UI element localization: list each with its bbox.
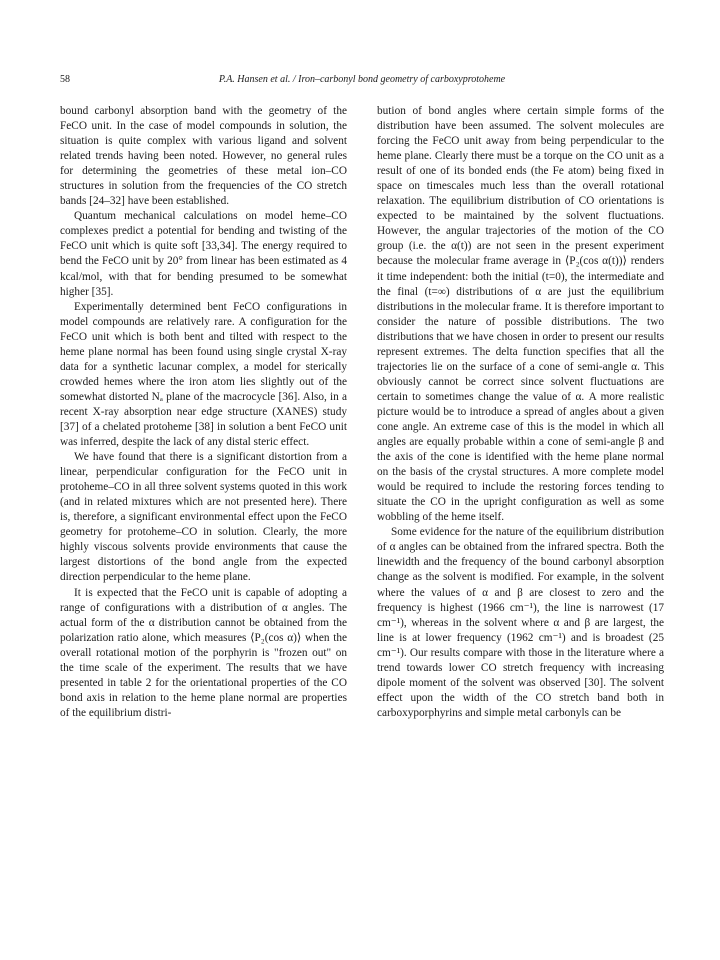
body-paragraph: Some evidence for the nature of the equilibrium distribution of α angles can be obtained from the infrared spectra. Both the linewidth and the frequency of the bound carbonyl absorption change as the solvent is modified. For example, in the solvent where the values of α and β are closest to zero and the frequency is highest (1966 cm⁻¹), the line is narrowest (17 cm⁻¹), whereas in the solvent where α and β are largest, the line is at lower frequency (1962 cm⁻¹) and is broadest (25 cm⁻¹). Our results compare with those in the literature where a trend towards lower CO stretch frequency with increasing dipole moment of the solvent was observed [30]. The solvent effect upon the width of the CO stretch band both in carboxyporphyrins and simple metal carbonyls can be [377, 526, 664, 719]
body-paragraph: bound carbonyl absorption band with the geometry of the FeCO unit. In the case of model compounds in solution, the situation is quite complex with various ligand and solvent related trends having been noted. However, no general rules for determining the geometries of these metal ion–CO structures in solution from the frequencies of the CO stretch bands [24–32] have been established. [60, 105, 347, 208]
page-number: 58 [60, 74, 70, 85]
right-column [377, 104, 664, 721]
left-column [60, 104, 347, 721]
body-paragraph: Experimentally determined bent FeCO configurations in model compounds are relatively rare. A configuration for the FeCO unit which is both bent and tilted with respect to the heme plane normal has been found using single crystal X-ray data for a synthetic lacunar complex, a model for sterically crowded hemes where the iron atom lies slightly out of the somewhat distorted Nₐ plane of the macrocycle [36]. Also, in a recent X-ray absorption near edge structure (XANES) study [37] of a chelated protoheme [38] in solution a bent FeCO unit was inferred, despite the lack of any distal steric effect. [60, 300, 347, 449]
running-head: P.A. Hansen et al. / Iron–carbonyl bond geometry of carboxyprotoheme [218, 74, 506, 85]
body-paragraph: It is expected that the FeCO unit is capable of adopting a range of configurations with a distribution of α angles. The actual form of the α distribution cannot be obtained from the polarization ratio alone, which measures ⟨P₂(cos α)⟩ when the overall rotational motion of the porphyrin is "frozen out" on the time scale of the experiment. The results that we have presented in table 2 for the orientational properties of the CO bond axis in relation to the heme plane normal are properties of the equilibrium distri- [60, 586, 347, 719]
body-paragraph: Quantum mechanical calculations on model heme–CO complexes predict a potential for bending and twisting of the FeCO unit which is quite soft [33,34]. The energy required to bend the FeCO unit by 20° from linear has been estimated as 4 kcal/mol, with that for bending presumed to be somewhat higher [35]. [60, 210, 347, 298]
body-paragraph: bution of bond angles where certain simple forms of the distribution have been assumed. The solvent molecules are forcing the FeCO unit away from being perpendicular to the heme plane. Clearly there must be a torque on the CO unit as a result of one of its bonded ends (the Fe atom) being fixed in space on timescales much less than the overall rotational relaxation. The equilibrium distribution of CO orientations is expected to be maintained by the solvent fluctuations. However, the angular trajectories of the motion of the CO group (i.e. the α(t)) are not seen in the present experiment because the molecular frame average in ⟨P₂(cos α(t))⟩ renders it time independent: both the initial (t=0), the intermediate and the final (t=∞) distributions of α are just the equilibrium distributions in the molecular frame. It is therefore important to consider the nature of possible distributions. The two distributions that we have chosen in order to present our results represent extremes. The delta function specifies that all the trajectories lie on the surface of a cone of semi-angle α. This obviously cannot be correct since solvent fluctuations are certain to sometimes change the value of α. A more realistic picture would be to introduce a spread of angles about a given cone angle. An extreme case of this is the model in which all angles are equally probable within a cone of semi-angle β and the axis of the cone is identified with the heme plane normal on the basis of the crystal structures. A more complete model would be required to include the restoring forces tending to situate the CO in the upright configuration as well as some wobbling of the heme itself. [377, 105, 664, 524]
body-paragraph: We have found that there is a significant distortion from a linear, perpendicular configuration for the FeCO unit in protoheme–CO in all three solvent systems quoted in this work (and in related mixtures which are not presented here). There is, therefore, a significant environmental effect upon the FeCO geometry for protoheme–CO in solution. Clearly, the more highly viscous solvents provide environments that cause the largest distortions of the bond angle from the expected direction perpendicular to the heme plane. [60, 451, 347, 584]
